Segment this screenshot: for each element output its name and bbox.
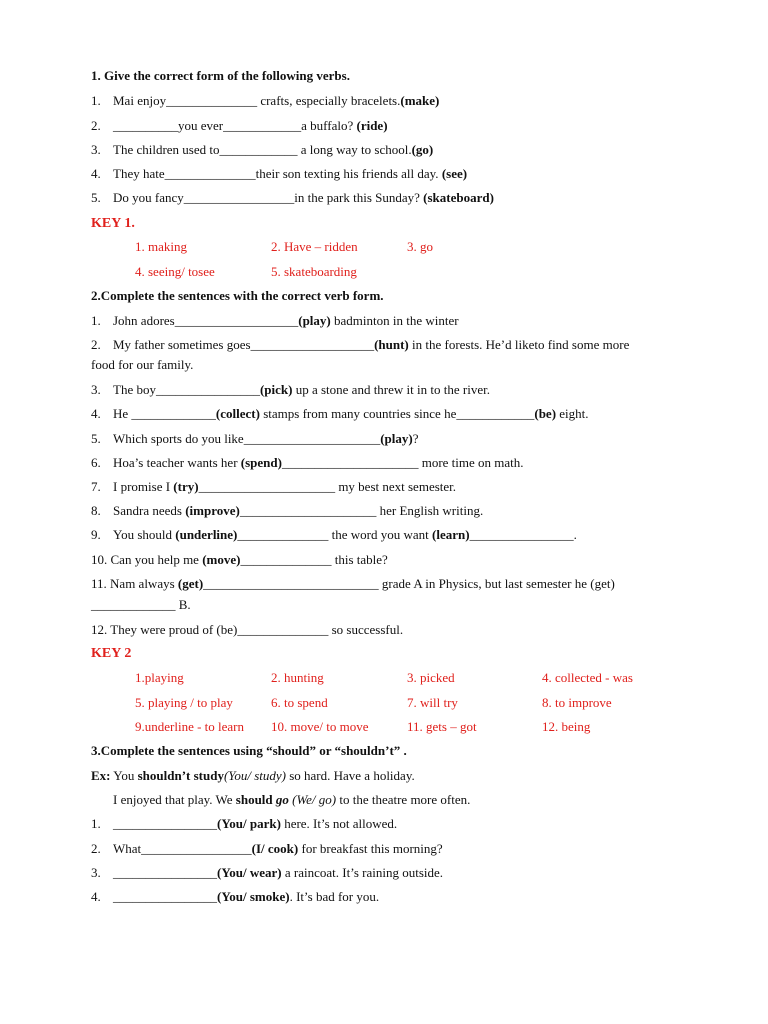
key2-answer: 2. hunting xyxy=(271,670,324,685)
s2-item-10: 10. Can you help me (move)______________ this table? xyxy=(91,552,388,567)
key1-answer: 1. making xyxy=(135,239,187,254)
key2-answer: 8. to improve xyxy=(542,695,612,710)
key2-answer: 1.playing xyxy=(135,670,184,685)
s3-example-2: I enjoyed that play. We should go (We/ go) to the theatre more often. xyxy=(113,792,471,807)
s2-item-11: 11. Nam always (get)___________________________ grade A in Physics, but last semester he (get) xyxy=(91,576,615,591)
key2-answer: 4. collected - was xyxy=(542,670,633,685)
section3-heading: 3.Complete the sentences using “should” or “shouldn’t” . xyxy=(91,743,407,758)
key1-answer: 4. seeing/ tosee xyxy=(135,264,215,279)
key2-answer: 7. will try xyxy=(407,695,458,710)
key1-heading: KEY 1. xyxy=(91,216,135,231)
key1-answer: 2. Have – ridden xyxy=(271,239,358,254)
s2-item-12: 12. They were proud of (be)______________ so successful. xyxy=(91,622,404,637)
worksheet-page: 1. Give the correct form of the following verbs. 1. Mai enjoy______________ crafts, especially bracelets.(make) 2. __________you ever____________a buffalo? (ride) 3. The children used to____________ a long way to school.(go) 4. They hate______________their son texting his friends all day. (see) 5. Do you fancy_________________in the park this Sunday? (skateboard) KEY 1. 1. making 2. Have – ridden 3. go 4. seeing/ tosee 5. skateboarding 2.Complete the sentences with the correct verb form. 1. John adores___________________(play) badminton in the winter 2. My father sometimes goes___________________(hunt) in the forests. He’d liketo find some more food for our family. 3. The boy________________(pick) up a stone and threw it in to the river. 4. He _____________(collect) stamps from many countries since he____________(be) eight. 5. Which sports do you like_____________________(play)? 6. Hoa’s teacher wants her (spend)_____________________ more time on math. 7. I promise I (try)_____________________ my best next semester. 8. Sandra needs (improve)_____________________ her English writing. 9. You should (underline)______________ the word you want (learn)________________. 10. Can you help me (move)______________ this table? 11. Nam always (get)___________________________ grade A in Physics, but last semester he (get) _____________ B. 12. They were proud of (be)______________ so successful. KEY 2 1.playing 2. hunting 3. picked 4. collected - was 5. playing / to play 6. to spend 7. will try 8. to improve 9.underline - to learn 10. move/ to move 11. gets – got 12. being 3.Complete the sentences using “should” or “shouldn’t” . Ex: You shouldn’t study(You/ study) so hard. Have a holiday. I enjoyed that play. We should go (We/ go) to the theatre more often. 1. ________________(You/ park) here. It’s not allowed. 2. What_________________(I/ cook) for breakfast this morning? 3. ________________(You/ wear) a raincoat. It’s raining outside. 4. ________________(You/ smoke). It’s bad for you. xyxy=(91,68,633,904)
key2-answer: 10. move/ to move xyxy=(271,719,369,734)
key2-answer: 9.underline - to learn xyxy=(135,719,245,734)
key2-answer: 3. picked xyxy=(407,670,455,685)
key1-answer: 3. go xyxy=(407,239,433,254)
s3-example-1: Ex: You shouldn’t study(You/ study) so hard. Have a holiday. xyxy=(91,768,415,783)
key2-answer: 6. to spend xyxy=(271,695,328,710)
key2-answer: 11. gets – got xyxy=(407,719,477,734)
key2-answer: 5. playing / to play xyxy=(135,695,233,710)
s2-item-11-cont: _____________ B. xyxy=(91,597,191,612)
section2-heading: 2.Complete the sentences with the correct verb form. xyxy=(91,288,384,303)
key1-answer: 5. skateboarding xyxy=(271,264,357,279)
s2-item-2-cont: food for our family. xyxy=(91,357,194,372)
section1-heading: 1. Give the correct form of the following verbs. xyxy=(91,68,350,83)
key2-heading: KEY 2 xyxy=(91,646,132,661)
key2-answer: 12. being xyxy=(542,719,591,734)
